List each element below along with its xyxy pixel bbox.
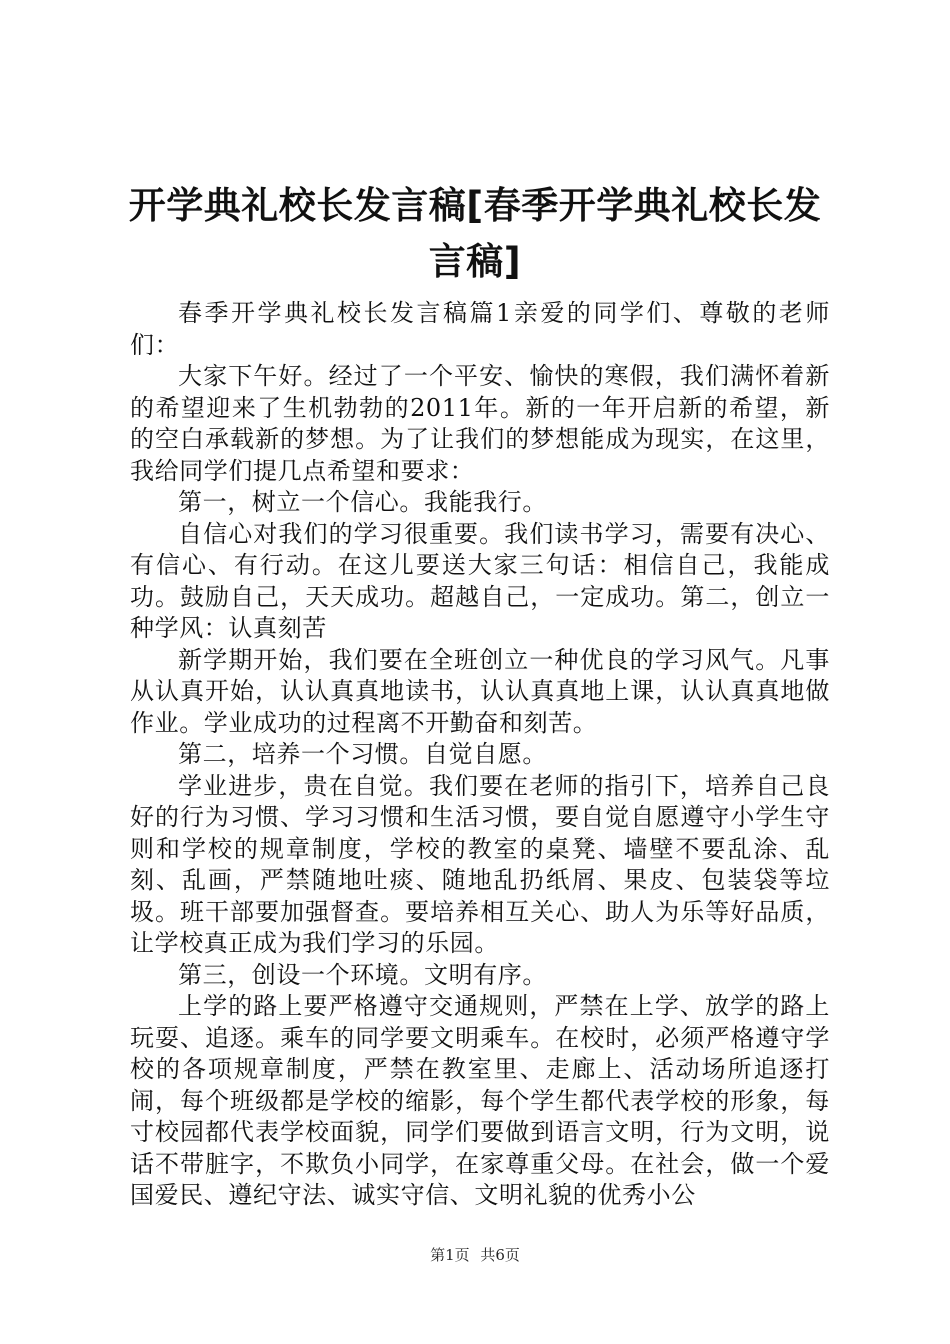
document-title: 开学典礼校长发言稿[春季开学典礼校长发言稿]: [128, 184, 822, 283]
page-number: 第1页: [430, 1246, 470, 1264]
paragraph-intro: 大家下午好。经过了一个平安、愉快的寒假，我们满怀着新的希望迎来了生机勃勃的2011年。新的一年开启新的希望，新的空白承载新的梦想。为了让我们的梦想能成为现实，在这里，我给同学们提几点希望和要求：: [130, 362, 830, 485]
page-total: 共6页: [480, 1246, 520, 1264]
page-footer: [0, 1244, 950, 1265]
paragraph-confidence: 自信心对我们的学习很重要。我们读书学习，需要有决心、有信心、有行动。在这儿要送大家三句话：相信自己，我能成功。鼓励自己，天天成功。超越自己，一定成功。第二，创立一种学风：认真刻苦: [130, 519, 830, 642]
document-body: [130, 298, 830, 1212]
paragraph-point-one-heading: 第一，树立一个信心。我能我行。: [178, 488, 547, 516]
paragraph-study-style: 新学期开始，我们要在全班创立一种优良的学习风气。凡事从认真开始，认认真真地读书，认认真真地上课，认认真真地做作业。学业成功的过程离不开勤奋和刻苦。: [130, 645, 830, 737]
paragraph-point-two-heading: 第二，培养一个习惯。自觉自愿。: [178, 740, 547, 768]
paragraph-environment: 上学的路上要严格遵守交通规则，严禁在上学、放学的路上玩耍、追逐。乘车的同学要文明乘车。在校时，必须严格遵守学校的各项规章制度，严禁在教室里、走廊上、活动场所追逐打闹，每个班级都是学校的缩影，每个学生都代表学校的形象，每寸校园都代表学校面貌，同学们要做到语言文明，行为文明，说话不带脏字，不欺负小同学，在家尊重父母。在社会，做一个爱国爱民、遵纪守法、诚实守信、文明礼貌的优秀小公: [130, 992, 830, 1209]
paragraph-greeting: 春季开学典礼校长发言稿篇1亲爱的同学们、尊敬的老师们：: [130, 299, 830, 359]
paragraph-habits: 学业进步，贵在自觉。我们要在老师的指引下，培养自己良好的行为习惯、学习习惯和生活习惯，要自觉自愿遵守小学生守则和学校的规章制度，学校的教室的桌凳、墙壁不要乱涂、乱刻、乱画，严禁随地吐痰、随地乱扔纸屑、果皮、包装袋等垃圾。班干部要加强督查。要培养相互关心、助人为乐等好品质，让学校真正成为我们学习的乐园。: [130, 771, 830, 957]
paragraph-point-three-heading: 第三，创设一个环境。文明有序。: [178, 960, 547, 989]
